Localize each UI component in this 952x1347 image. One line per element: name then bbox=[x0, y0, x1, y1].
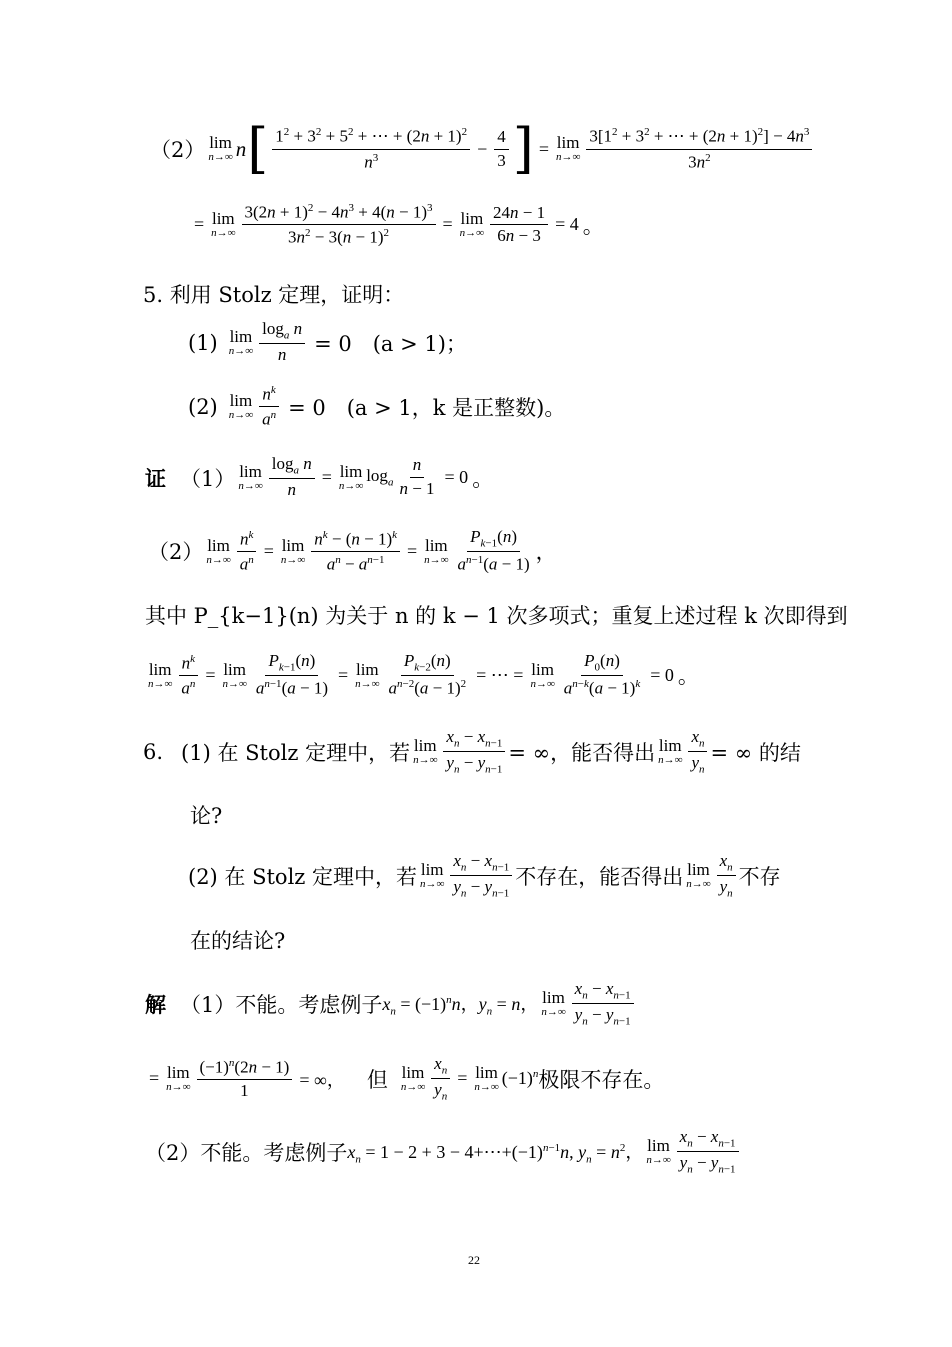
eq-line-1: （2） lim n→∞ n [ $\frac{1^2 + 3^2 + 5^2 + \cdots + (2n + 1)^2}{n^3}$ − $\frac{4}{3}$ ] = lim n→∞ $\frac{3[1^2 + 3^2 + \cdots + (2n + 1)^2] - 4n^3}{3n^2}$ bbox=[150, 122, 815, 176]
section-5-title: 5. 利用 Stolz 定理，证明： bbox=[143, 283, 405, 307]
section-6-item-2-cont: 在的结论? bbox=[190, 929, 286, 953]
solution-line-3: （2）不能。考虑例子 $x_n = 1 - 2 + 3$ − $4+\cdots+(-1)^{n-1}n$, $y_n = n^2$， lim n→∞ $\frac{x_n - x_{n-1}}{y_n - y_{n-1}}$ bbox=[145, 1128, 742, 1176]
section-6-item-1: 6. (1) 在 Stolz 定理中，若 lim n→∞ $\frac{x_n - x_{n-1}}{y_n - y_{n-1}}$ = ∞，能否得出 lim n→∞ $\frac{x_n}{y_n}$ = ∞ 的结 bbox=[143, 727, 801, 776]
item-label: （2） bbox=[150, 138, 206, 162]
proof-label: 证 bbox=[145, 465, 166, 491]
eq-line-2: = lim n→∞ $\frac{3(2n + 1)^2 - 4n^3 + 4(n - 1)^3}{3n^2 - 3(n - 1)^2}$ = lim n→∞ $\frac{24n - 1}{6n - 3}$ = 4 。 bbox=[194, 202, 604, 247]
proof-line-2: （2） lim n→∞ $\frac{n^k}{a^n}$ = lim n→∞ $\frac{n^k - (n - 1)^k}{a^n - a^{n-1}}$ = lim n→∞ $\frac{P_{k-1}(n)}{a^{n-1}(a - 1)}$ ， bbox=[148, 527, 557, 575]
solution-label: 解 bbox=[145, 991, 166, 1017]
proof-text-line: 其中 P_{k−1}(n) 为关于 n 的 k − 1 次多项式；重复上述过程 k 次即得到 bbox=[145, 604, 848, 628]
solution-line-1: 解 （1）不能。考虑例子 $x_n = (-1)^nn$，$y_n = n$， lim n→∞ $\frac{x_n - x_{n-1}}{y_n - y_{n-1}}$ bbox=[145, 980, 637, 1028]
section-6-item-2: (2) 在 Stolz 定理中，若 lim n→∞ $\frac{x_n - x_{n-1}}{y_n - y_{n-1}}$ 不存在，能否得出 lim n→∞ $\frac{x_n}{y_n}$ 不存 bbox=[188, 851, 781, 900]
period: 。 bbox=[582, 213, 604, 238]
solution-line-2: = lim n→∞ $\frac{(-1)^n(2n - 1)}{1}$ = ∞， 但 lim n→∞ $\frac{x_n}{y_n}$ = lim n→∞ $(-1)^n$ 极限不存在。 bbox=[149, 1054, 665, 1103]
page-number: 22 bbox=[468, 1253, 480, 1267]
section-5-item-2: (2) lim n→∞ $\frac{n^k}{a^n}$ = 0 (a > 1，k 是正整数)。 bbox=[188, 384, 566, 429]
section-6-item-1-cont: 论? bbox=[190, 804, 223, 828]
proof-line-1: 证 （1） lim n→∞ $\frac{\log_a n}{n}$ = lim n→∞ $\log_a$ $\frac{n}{n - 1}$ = 0 。 bbox=[145, 454, 494, 500]
proof-line-3: lim n→∞ $\frac{n^k}{a^n}$ = lim n→∞ $\frac{P_{k-1}(n)}{a^{n-1}(a - 1)}$ = lim n→∞ $\frac{P_{k-2}(n)}{a^{n-2}(a - 1)^2}$ = ⋯ = lim n→∞ $\frac{P_0(n)}{a^{n-k}(a - 1)^k}$ = 0 。 bbox=[148, 651, 699, 699]
section-5-item-1: (1) lim n→∞ $\frac{\log_a n}{n}$ = 0 (a > 1)； bbox=[188, 319, 467, 365]
